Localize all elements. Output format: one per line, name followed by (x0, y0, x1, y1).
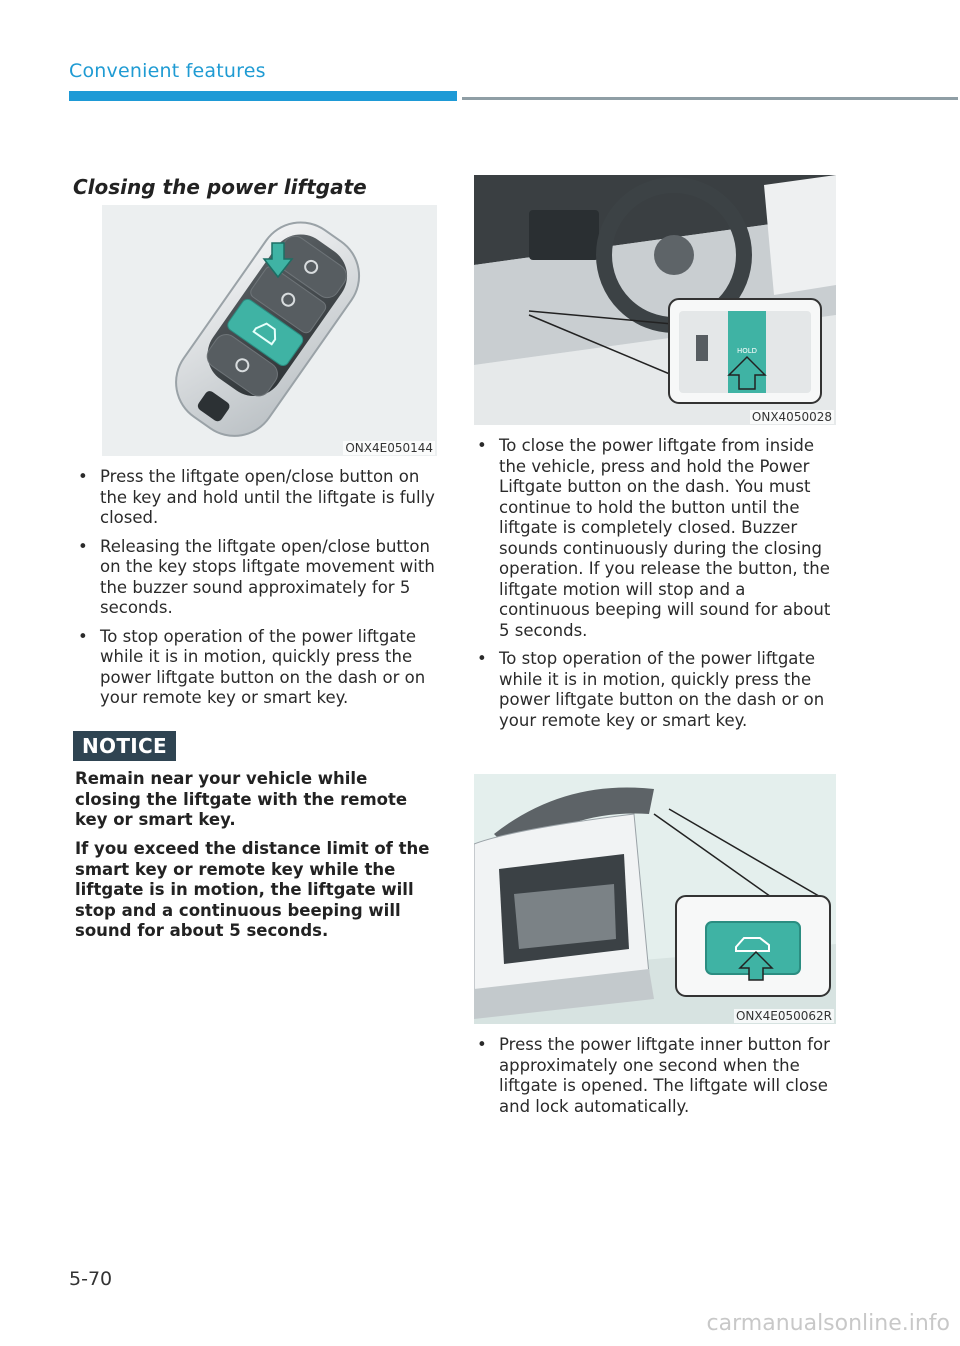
right-bullet-list-bottom (474, 1035, 836, 1125)
watermark: carmanualsonline.info (706, 1311, 950, 1336)
notice-label: NOTICE (73, 731, 176, 761)
list-item: • To stop operation of the power liftgate while it is in motion, quickly press the power liftgate button on the dash or on your remote key or smart key. (75, 627, 439, 709)
section-title: Closing the power liftgate (73, 175, 367, 199)
tailgate-illustration (474, 774, 836, 1024)
list-item: • Press the power liftgate inner button for approximately one second when the liftgate is opened. The liftgate will close and lock automatically. (474, 1035, 836, 1117)
list-item: • Press the liftgate open/close button on the key and hold until the liftgate is fully closed. (75, 467, 439, 529)
figure-code: ONX4E050062R (735, 1009, 832, 1023)
notice-paragraph: If you exceed the distance limit of the smart key or remote key while the liftgate is in motion, the liftgate will stop and a continuous beeping will sound for about 5 seconds. (75, 839, 430, 940)
page-number: 5-70 (69, 1268, 113, 1290)
smart-key-figure (102, 205, 437, 456)
notice-paragraph: Remain near your vehicle while closing the liftgate with the remote key or smart key. (75, 769, 408, 829)
hold-label: HOLD (736, 347, 758, 355)
figure-code: ONX4050028 (751, 410, 832, 424)
right-bullet-list-top (474, 436, 836, 739)
smart-key-illustration (102, 205, 437, 456)
figure-code: ONX4E050144 (345, 441, 433, 455)
list-item: • To stop operation of the power liftgate while it is in motion, quickly press the power liftgate button on the dash or on your remote key or smart key. (474, 649, 836, 731)
dashboard-figure (474, 175, 836, 425)
tailgate-figure (474, 774, 836, 1024)
header-bar-rule (462, 97, 958, 100)
list-item: • Releasing the liftgate open/close button on the key stops liftgate movement with the buzzer sound approximately for 5 seconds. (75, 537, 439, 619)
list-item: • To close the power liftgate from inside the vehicle, press and hold the Power Liftgate button on the dash. You must continue to hold the button until the liftgate is completely closed. Buzzer sounds continuously during the closing operation. If you release the button, the liftgate motion will stop and a continuous beeping will sound for about 5 seconds. (474, 436, 836, 641)
dashboard-illustration (474, 175, 836, 425)
header-title: Convenient features (69, 60, 266, 82)
header-bar-accent (69, 91, 457, 101)
left-bullet-list (75, 467, 439, 717)
